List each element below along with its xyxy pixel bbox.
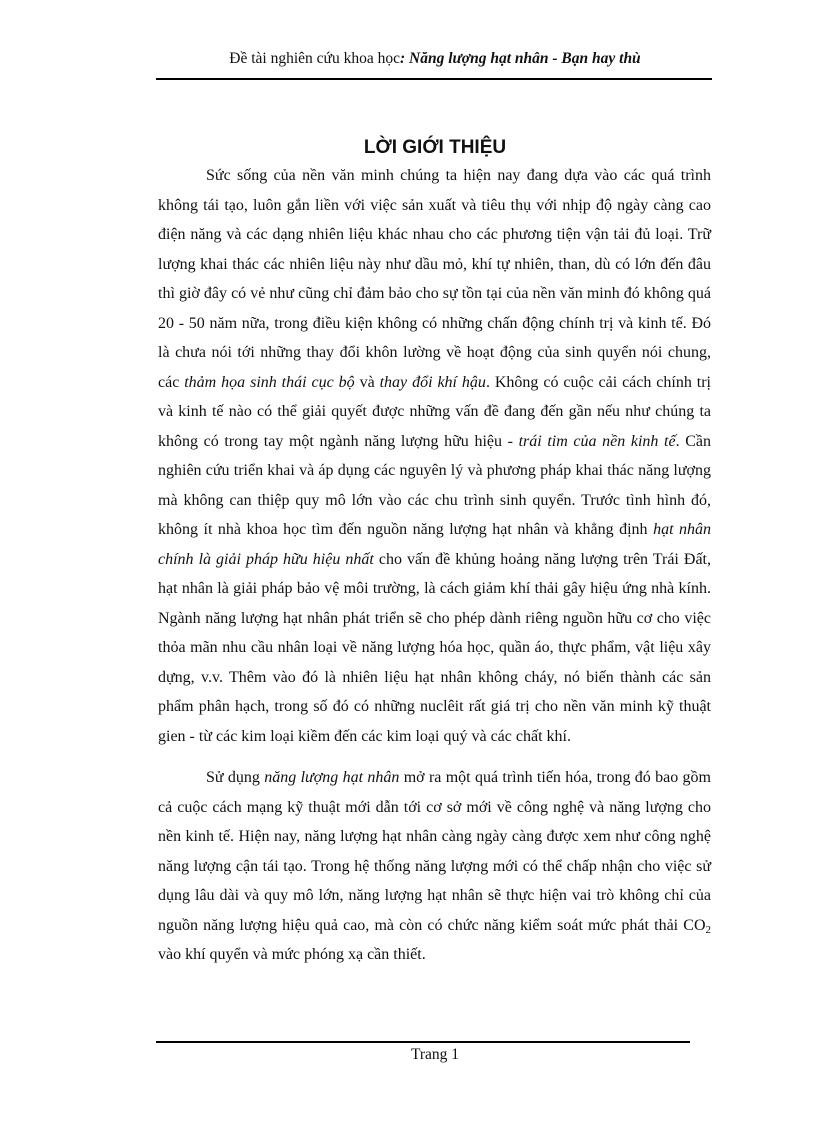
page-title: LỜI GIỚI THIỆU [363, 137, 507, 158]
text-run: cho vấn đề khủng hoảng năng lượng trên Trái Đất, hạt nhân là giải pháp bảo vệ môi trường, là cách giảm khí thải gây hiệu ứng nhà kính. Ngành năng lượng hạt nhân phát triển sẽ cho phép dành riêng nguồn hữu cơ cho việc thỏa mãn nhu cầu nhân loại về năng lượng hóa học, quần áo, thực phẩm, vật liệu xây dựng, v.v. Thêm vào đó là nhiên liệu hạt nhân không cháy, nó biến thành các sản phẩm phân hạch, trong số đó có những nuclêit rất giá trị cho nền văn minh kỹ thuật gien - từ các kim loại kiềm đến các kim loại quý và các chất khí. [158, 550, 712, 745]
header-prefix: Đề tài nghiên cứu khoa học [229, 50, 400, 67]
emphasis: hạt nhân chính là giải pháp hữu hiệu nhất [158, 521, 712, 568]
emphasis: thảm họa sinh thái cục bộ [184, 373, 355, 391]
text-run: . Không có cuộc cải cách chính trị và kinh tế nào có thể giải quyết được những vấn đề đang đến gần nếu như chúng ta không có trong tay một ngành năng lượng hữu hiệu - [158, 373, 712, 450]
text-run: Sức sống của nền văn minh chúng ta hiện nay đang dựa vào các quá trình không tái tạo, luôn gắn liền với việc sản xuất và tiêu thụ với nhịp độ ngày càng cao điện năng và các dạng nhiên liệu khác nhau cho các phương tiện vận tải đủ loại. Trữ lượng khai thác các nhiên liệu này như dầu mỏ, khí tự nhiên, than, dù có lớn đến đâu thì giờ đây có vẻ như cũng chỉ đảm bảo cho sự tồn tại của nền văn minh đó không quá 20 - 50 năm nữa, trong điều kiện không có những chấn động chính trị và kinh tế. Đó là chưa nói tới những thay đổi khôn lường về hoạt động của sinh quyển nói chung, các [158, 167, 711, 391]
paragraph-2 [158, 763, 711, 970]
header-divider [156, 78, 712, 80]
text-run: và [354, 373, 380, 391]
body-text [158, 161, 711, 970]
text-run: vào khí quyển và mức phóng xạ cần thiết. [158, 946, 426, 963]
text-run: mở ra một quá trình tiến hóa, trong đó bao gồm cả cuộc cách mạng kỹ thuật mới dẫn tới cơ sở mới về công nghệ và năng lượng cho nền kinh tế. Hiện nay, năng lượng hạt nhân càng ngày càng được xem như công nghệ năng lượng cận tái tạo. Trong hệ thống năng lượng mới có thể chấp nhận cho việc sử dụng lâu dài và quy mô lớn, năng lượng hạt nhân sẽ thực hiện vai trò không chỉ của nguồn năng lượng hiệu quả cao, mà còn có chức năng kiểm soát mức phát thải CO [158, 769, 711, 934]
emphasis: năng lượng hạt nhân [264, 769, 400, 786]
emphasis: thay đổi khí hậu [379, 373, 486, 391]
subscript: 2 [705, 923, 711, 936]
page-number: Trang 1 [410, 1046, 460, 1063]
emphasis: trái tim của nền kinh tế [518, 432, 676, 450]
header-topic: : Năng lượng hạt nhân - Bạn hay thù [399, 50, 641, 67]
text-run: Sử dụng [206, 769, 265, 786]
text-run: . Cần nghiên cứu triển khai và áp dụng các nguyên lý và phương pháp khai thác năng lượng mà không can thiệp quy mô lớn vào các chu trình sinh quyển. Trước tình hình đó, không ít nhà khoa học tìm đến nguồn năng lượng hạt nhân và khẳng định [158, 432, 711, 538]
page-header [158, 48, 712, 70]
footer-divider [156, 1041, 690, 1043]
paragraph-1 [158, 161, 711, 751]
